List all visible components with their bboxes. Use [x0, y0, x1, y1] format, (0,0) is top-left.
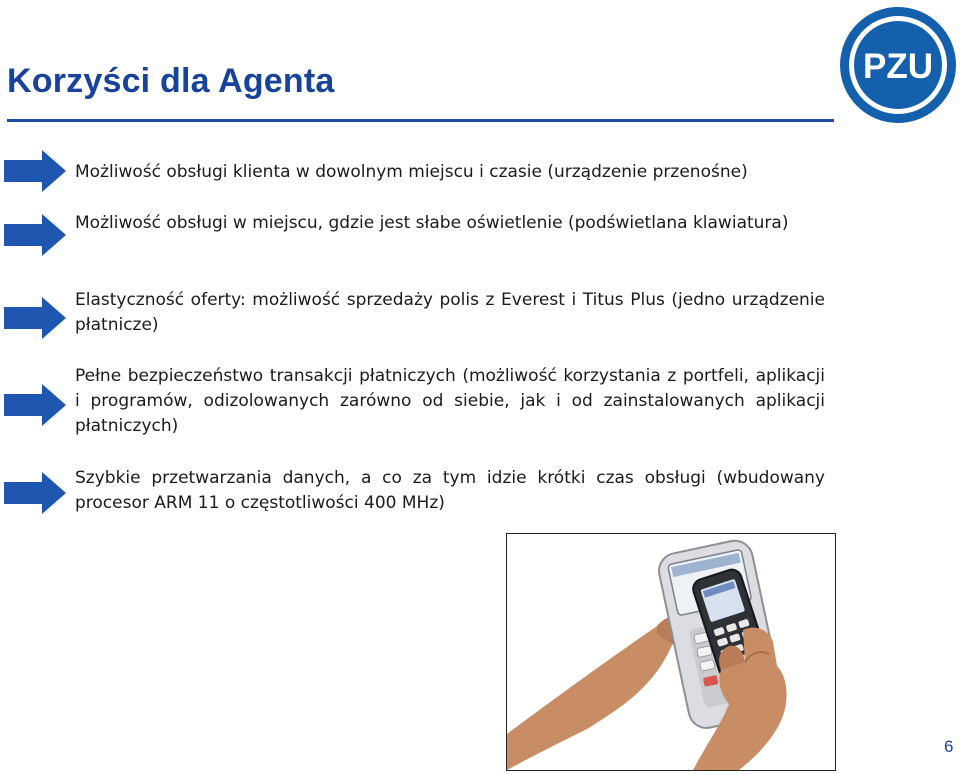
bullet-text: Elastyczność oferty: możliwość sprzedaży polis z Everest i Titus Plus (jedno urządzenie płatnicze) — [75, 290, 825, 335]
payment-terminal-photo — [506, 533, 836, 771]
slide-title: Korzyści dla Agenta — [7, 62, 335, 100]
bullet-text: Pełne bezpieczeństwo transakcji płatniczych (możliwość korzystania z portfeli, aplikacji i programów, odizolowanych zarówno od siebie, jak i od zainstalowanych aplikacji płatniczych) — [75, 366, 825, 436]
bullet-text: Możliwość obsługi w miejscu, gdzie jest słabe oświetlenie (podświetlana klawiatura) — [75, 213, 789, 233]
arrow-bullet-icon — [4, 384, 66, 426]
terminal-and-phone-illustration — [507, 534, 835, 770]
pzu-logo — [839, 6, 957, 124]
arrow-bullet-icon — [4, 214, 66, 256]
arrow-bullet-icon — [4, 297, 66, 339]
arrow-bullet-icon — [4, 150, 66, 192]
logo-text: PZU — [863, 47, 933, 86]
arrow-bullet-icon — [4, 472, 66, 514]
title-underline — [7, 119, 834, 122]
bullet-text: Możliwość obsługi klienta w dowolnym miejscu i czasie (urządzenie przenośne) — [75, 162, 748, 182]
bullet-text: Szybkie przetwarzania danych, a co za tym idzie krótki czas obsługi (wbudowany procesor ARM 11 o częstotliwości 400 MHz) — [75, 468, 825, 513]
page-number: 6 — [944, 737, 954, 756]
